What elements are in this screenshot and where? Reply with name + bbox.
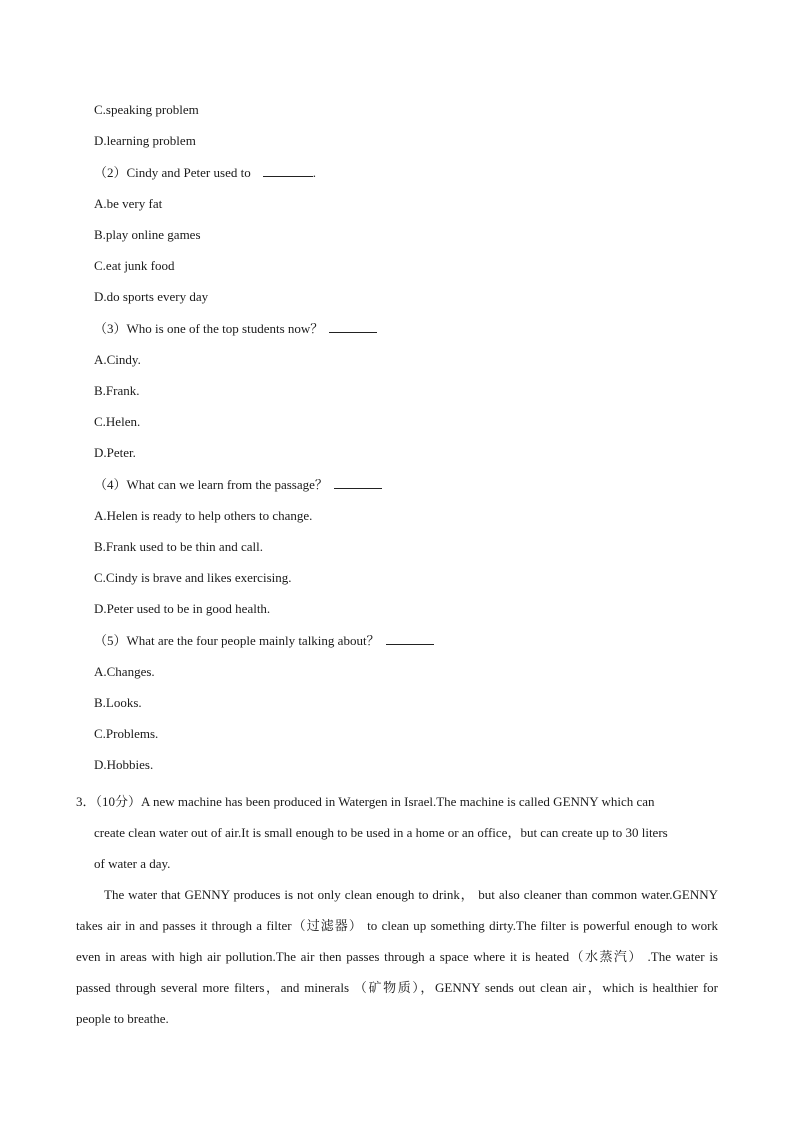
q2-answer-blank[interactable] (263, 165, 313, 177)
question3-paragraph2: The water that GENNY produces is not only clean enough to drink， but also cleaner than common water.GENNY takes air in and passes it through a filter（过滤器） to clean up something dirty.The filter is powerful enough to work even in areas with high air pollution.The air then passes through a space where it is heated（水蒸汽） .The water is passed through several more filters，and minerals （矿物质），GENNY sends out clean air，which is healthier for people to breathe. (76, 887, 718, 1026)
q4-stem (94, 476, 382, 494)
q3-option-c: C.Helen. (94, 414, 141, 429)
q2-blank-suffix: . (312, 165, 316, 180)
question3-score: （10分） (95, 794, 142, 809)
q1-option-d: D.learning problem (94, 133, 196, 148)
q5-option-d: D.Hobbies. (94, 757, 154, 772)
q4-option-c: C.Cindy is brave and likes exercising. (94, 570, 292, 585)
q3-stem (94, 320, 377, 338)
q5-option-c: C.Problems. (94, 726, 159, 741)
q4-option-d: D.Peter used to be in good health. (94, 601, 271, 616)
q4-answer-blank[interactable] (334, 477, 382, 489)
q1-option-c: C.speaking problem (94, 102, 199, 117)
q2-option-b: B.play online games (94, 227, 201, 242)
question3-line1-text: A new machine has been produced in Watergen in Israel.The machine is called GENNY which can (141, 794, 655, 809)
question3-line2: create clean water out of air.It is small enough to be used in a home or an office，but can create up to 30 liters (94, 825, 668, 840)
q5-answer-blank[interactable] (386, 633, 434, 645)
q5-option-a: A.Changes. (94, 664, 155, 679)
q2-stem-text: （2）Cindy and Peter used to (94, 165, 251, 180)
q5-stem-text: （5）What are the four people mainly talking about？ (94, 633, 380, 648)
question3-line3: of water a day. (94, 856, 171, 871)
q5-stem (94, 632, 434, 650)
q4-stem-text: （4）What can we learn from the passage？ (94, 477, 328, 492)
q3-option-d: D.Peter. (94, 445, 136, 460)
q2-stem (94, 164, 316, 182)
q3-stem-text: （3）Who is one of the top students now？ (94, 321, 324, 336)
question3-intro (76, 786, 718, 879)
q2-option-a: A.be very fat (94, 196, 163, 211)
q3-option-b: B.Frank. (94, 383, 140, 398)
q4-option-b: B.Frank used to be thin and call. (94, 539, 263, 554)
q2-option-c: C.eat junk food (94, 258, 175, 273)
q3-option-a: A.Cindy. (94, 352, 141, 367)
q5-option-b: B.Looks. (94, 695, 142, 710)
q2-option-d: D.do sports every day (94, 289, 209, 304)
q4-option-a: A.Helen is ready to help others to change. (94, 508, 313, 523)
question3-line1 (76, 786, 718, 817)
question3-number: 3． (76, 794, 96, 809)
q3-answer-blank[interactable] (329, 321, 377, 333)
